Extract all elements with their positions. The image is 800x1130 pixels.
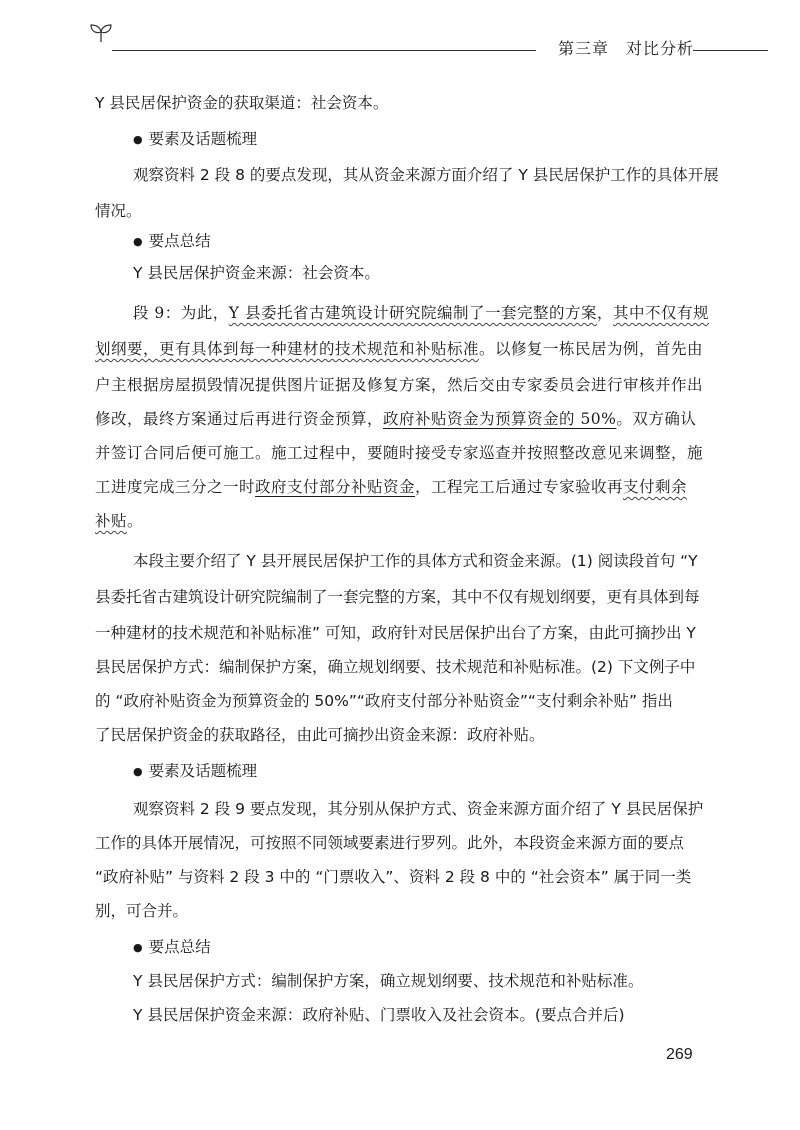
- page-number: 269: [666, 1046, 693, 1063]
- text-line: 的 “政府补贴资金为预算资金的 50%”“政府支付部分补贴资金”“支付剩余补贴” 指出: [95, 692, 673, 710]
- text-line: 县委托省古建筑设计研究院编制了一套完整的方案，其中不仅有规划纲要，更有具体到每: [95, 588, 700, 606]
- material-line: [95, 338, 703, 360]
- wavy-underline-text: 更有具体到每一种建材的技术规范和补贴标准: [159, 340, 480, 358]
- text-line: Y 县民居保护方式：编制保护方案，确立规划纲要、技术规范和补贴标准。: [133, 972, 644, 990]
- header-rule-left: [112, 50, 536, 51]
- text-line: 县民居保护方式：编制保护方案，确立规划纲要、技术规范和补贴标准。(2) 下文例子中: [95, 658, 696, 676]
- leaf-ornament-icon: [88, 22, 114, 44]
- underline-text: 政府支付部分补贴资金: [255, 478, 416, 496]
- header-rule-right: [693, 50, 768, 51]
- wavy-underline-text: 其中不仅有规: [612, 304, 709, 322]
- text-line: 观察资料 2 段 8 的要点发现，其从资金来源方面介绍了 Y 县民居保护工作的具体开展: [133, 166, 719, 184]
- material-line: [95, 510, 143, 532]
- text-line: 工作的具体开展情况，可按照不同领域要素进行罗列。此外，本段资金来源方面的要点: [95, 834, 685, 852]
- section-heading: ● 要点总结: [133, 230, 211, 254]
- material-line: [133, 302, 709, 324]
- text-line: Y 县民居保护资金来源：政府补贴、门票收入及社会资本。(要点合并后): [133, 1006, 625, 1024]
- material-text: 。: [127, 512, 144, 530]
- material-text: 。以修复一栋民居为例，首先由: [479, 340, 704, 358]
- material-line: 户主根据房屋损毁情况提供图片证据及修复方案，然后交由专家委员会进行审核并作出: [95, 376, 704, 394]
- material-line: [95, 408, 696, 430]
- text-line: 一种建材的技术规范和补贴标准” 可知，政府针对民居保护出台了方案，由此可摘抄出 Y: [95, 624, 696, 642]
- material-text: 段 9：为此，: [133, 304, 229, 322]
- text-line: 了民居保护资金的获取路径，由此可摘抄出资金来源：政府补贴。: [95, 726, 545, 744]
- material-text: 修改，最终方案通过后再进行资金预算，: [95, 410, 384, 428]
- material-text: 工进度完成三分之一时: [95, 478, 256, 496]
- chapter-title: 第三章 对比分析: [558, 39, 695, 58]
- material-text: 。双方确认: [616, 410, 697, 428]
- section-heading: ● 要素及话题梳理: [133, 128, 257, 152]
- underline-text: 政府补贴资金为预算资金的 50%: [383, 410, 617, 428]
- text-line: 情况。: [95, 202, 142, 220]
- section-heading: ● 要素及话题梳理: [133, 760, 257, 784]
- wavy-underline-text: 补贴: [95, 512, 128, 530]
- text-line: 观察资料 2 段 9 要点发现，其分别从保护方式、资金来源方面介绍了 Y 县民居保护: [133, 800, 704, 818]
- wavy-underline-text: 划纲要，: [95, 340, 160, 358]
- section-heading: ● 要点总结: [133, 936, 211, 960]
- wavy-underline-text: Y 县委托省古建筑设计研究院编制了一套完整的方案: [228, 304, 597, 322]
- text-line: “政府补贴” 与资料 2 段 3 中的 “门票收入”、资料 2 段 8 中的 “社会资本” 属于同一类: [95, 868, 692, 886]
- text-line: 别，可合并。: [95, 902, 189, 920]
- wavy-underline-text: 支付剩余: [623, 478, 688, 496]
- material-text: ，工程完工后通过专家验收再: [415, 478, 624, 496]
- page-header: [88, 22, 768, 62]
- text-line: Y 县民居保护资金的获取渠道：社会资本。: [95, 94, 389, 112]
- material-text: ，: [596, 304, 613, 322]
- text-line: 本段主要介绍了 Y 县开展民居保护工作的具体方式和资金来源。(1) 阅读段首句 “Y: [133, 552, 698, 570]
- material-line: 并签订合同后便可施工。施工过程中，要随时接受专家巡查并按照整改意见来调整，施: [95, 444, 704, 462]
- material-line: [95, 476, 687, 498]
- text-line: Y 县民居保护资金来源：社会资本。: [133, 264, 380, 282]
